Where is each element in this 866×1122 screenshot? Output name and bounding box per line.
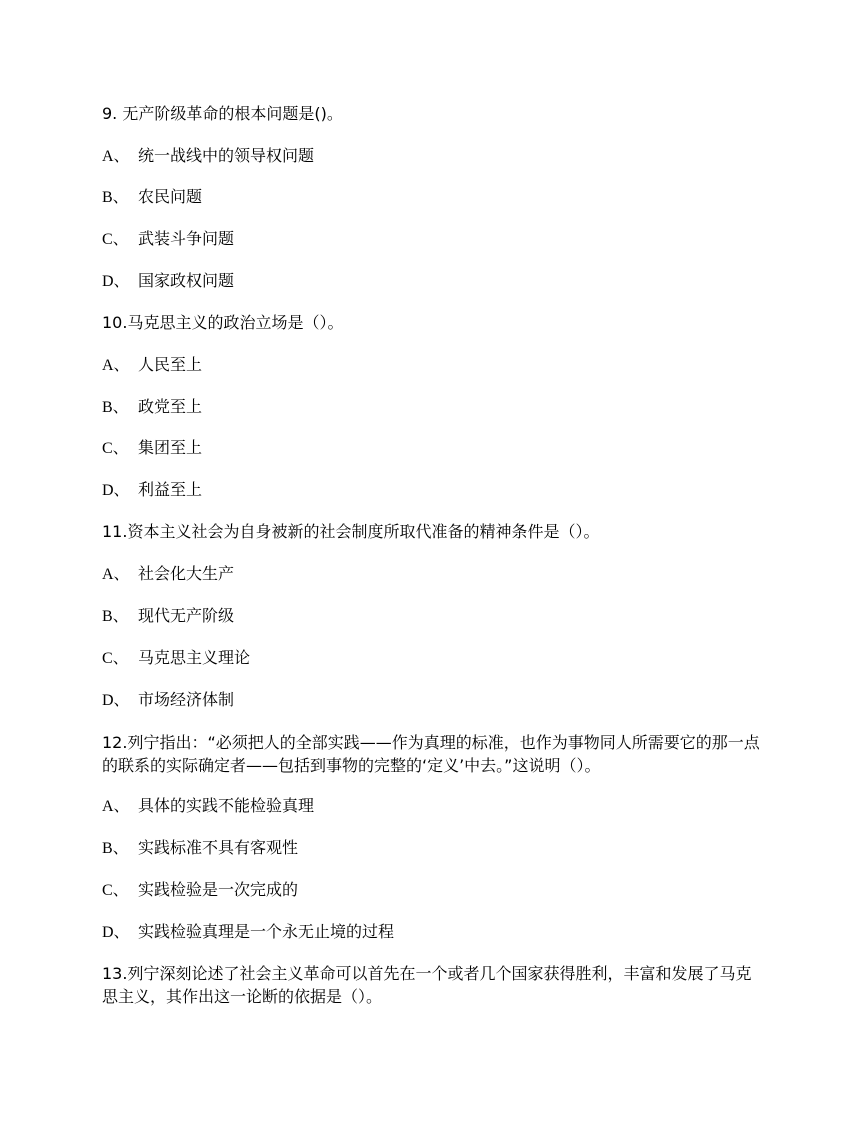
option-letter: A、 [102, 798, 130, 815]
option-text: 政党至上 [138, 397, 203, 416]
option-text: 利益至上 [138, 480, 203, 499]
option-text: 马克思主义理论 [138, 648, 251, 667]
option-text: 统一战线中的领导权问题 [138, 146, 315, 165]
option-letter: D、 [102, 482, 130, 499]
option-letter: B、 [102, 840, 129, 857]
question-11-option-c [102, 647, 762, 670]
question-12-stem: 12.列宁指出：“必须把人的全部实践——作为真理的标准，也作为事物同人所需要它的那一点的联系的实际确定者——包括到事物的完整的‘定义’中去。”这说明（）。 [102, 733, 760, 775]
option-text: 实践检验是一次完成的 [138, 880, 299, 899]
question-11-stem: 11.资本主义社会为自身被新的社会制度所取代准备的精神条件是（）。 [102, 522, 600, 541]
question-9-stem: 9. 无产阶级革命的根本问题是()。 [102, 104, 343, 123]
option-letter: D、 [102, 273, 130, 290]
option-letter: A、 [102, 148, 130, 165]
question-10-option-d [102, 479, 762, 502]
question-12-option-a [102, 795, 762, 818]
option-letter: A、 [102, 566, 130, 583]
option-text: 具体的实践不能检验真理 [138, 796, 315, 815]
option-text: 国家政权问题 [138, 271, 235, 290]
question-9-option-a [102, 145, 762, 168]
option-text: 人民至上 [138, 355, 203, 374]
option-letter: B、 [102, 608, 129, 625]
option-text: 武装斗争问题 [138, 229, 235, 248]
option-letter: D、 [102, 692, 130, 709]
option-text: 集团至上 [138, 438, 203, 457]
question-12-option-c [102, 879, 762, 902]
question-12-option-d [102, 921, 762, 944]
question-9-option-d [102, 270, 762, 293]
question-10-option-a [102, 354, 762, 377]
question-11-option-a [102, 563, 762, 586]
option-letter: A、 [102, 357, 130, 374]
option-letter: B、 [102, 399, 129, 416]
question-10-option-b [102, 396, 762, 419]
option-letter: C、 [102, 440, 129, 457]
question-9-option-b [102, 186, 762, 209]
question-12-option-b [102, 837, 762, 860]
question-11-option-b [102, 605, 762, 628]
option-letter: C、 [102, 650, 129, 667]
option-text: 现代无产阶级 [138, 606, 235, 625]
question-9-option-c [102, 228, 762, 251]
option-letter: C、 [102, 231, 129, 248]
option-letter: D、 [102, 924, 130, 941]
option-text: 实践标准不具有客观性 [138, 838, 299, 857]
question-11-option-d [102, 689, 762, 712]
option-text: 社会化大生产 [138, 564, 235, 583]
question-10-option-c [102, 437, 762, 460]
option-letter: B、 [102, 189, 129, 206]
option-text: 实践检验真理是一个永无止境的过程 [138, 922, 395, 941]
option-text: 市场经济体制 [138, 690, 235, 709]
question-10-stem: 10.马克思主义的政治立场是（）。 [102, 313, 344, 332]
option-text: 农民问题 [138, 187, 203, 206]
question-13-stem: 13.列宁深刻论述了社会主义革命可以首先在一个或者几个国家获得胜利，丰富和发展了马克思主义，其作出这一论断的依据是（）。 [102, 964, 752, 1006]
option-letter: C、 [102, 882, 129, 899]
